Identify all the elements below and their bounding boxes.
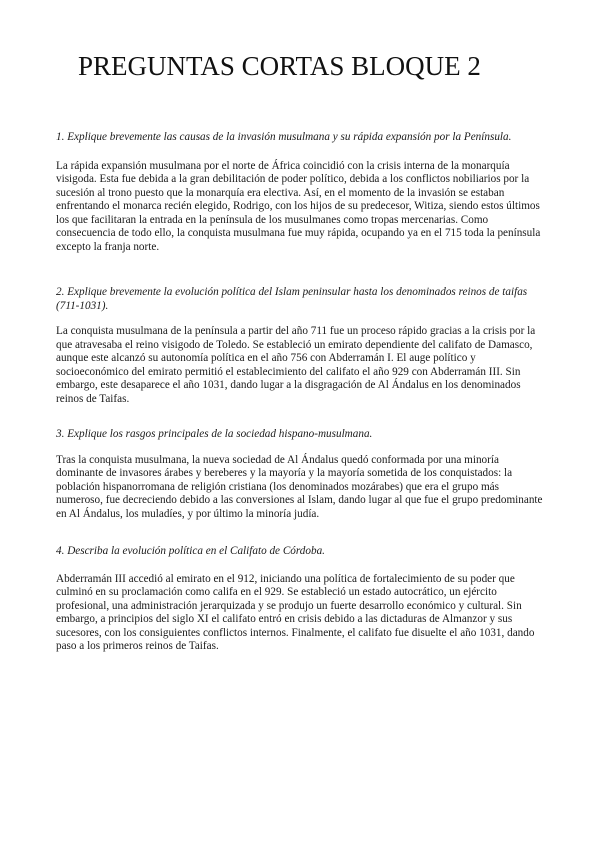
page-title: PREGUNTAS CORTAS BLOQUE 2 <box>78 51 481 81</box>
question-3-text: 3. Explique los rasgos principales de la sociedad hispano-musulmana. <box>56 428 373 440</box>
answer-4-text: Abderramán III accedió al emirato en el 912, iniciando una política de fortalecimiento de su poder que culminó en su proclamación como califa en el 929. Se estableció un estado autocrático, un ejército profesional, una administración jerarquizada y se produjo un fuerte desarrollo económico y cultural. Sin embargo, a principios del siglo XI el califato entró en crisis debido a las dictaduras de Almanzor y sus sucesores, con los consiguientes conflictos internos. Finalmente, el califato fue disuelte el año 1031, dando paso a los primeros reinos de Taifas. <box>56 572 535 652</box>
question-4-text: 4. Describa la evolución política en el Califato de Córdoba. <box>56 545 325 557</box>
answer-1-text: La rápida expansión musulmana por el norte de África coincidió con la crisis interna de la monarquía visigoda. Esta fue debida a la gran debilitación de poder político, debida a los conflictos nobiliarios por la sucesión al trono puesto que la monarquía era electiva. Así, en el momento de la invasión se estaban enfrentando el monarca recién elegido, Rodrigo, con los hijos de su predecesor, Witiza, siendo estos últimos los que facilitaran la entrada en la península de los musulmanes como tropas mercenarias. Como consecuencia de todo ello, la conquista musulmana fue muy rápida, ocupando ya en el 715 toda la península excepto la franja norte. <box>56 159 541 253</box>
question-2-text: 2. Explique brevemente la evolución política del Islam peninsular hasta los denominados reinos de taifas (711-1031). <box>56 286 528 312</box>
answer-3-text: Tras la conquista musulmana, la nueva sociedad de Al Ándalus quedó conformada por una minoría dominante de invasores árabes y bereberes y la mayoría y la mayoría sometida de los conquistados: la población hispanorromana de religión cristiana (los denominados mozárabes) que era el grupo más numeroso, fue decreciendo debido a las conversiones al Islam, dando lugar al que fue el grupo predominante en Al Ándalus, los muladíes, y por último la minoría judía. <box>56 453 543 520</box>
question-1-text: 1. Explique brevemente las causas de la invasión musulmana y su rápida expansión por la Península. <box>56 131 512 143</box>
question-section-1 <box>56 131 548 254</box>
answer-2-text: La conquista musulmana de la península a partir del año 711 fue un proceso rápido gracias a la crisis por la que atravesaba el reino visigodo de Toledo. Se estableció un emirato dependiente del califato de Damasco, aunque este alcanzó su autonomía política en el año 756 con Abderramán I. El auge político y socioeconómico del emirato permitió el establecimiento del califato el año 929 con Abderramán III. Sin embargo, este desaparece el año 1031, dando lugar a la disgragación de Al Ándalus en los denominados reinos de Taifas. <box>56 325 536 405</box>
question-section-4 <box>56 545 548 654</box>
question-section-3 <box>56 428 548 521</box>
question-section-2 <box>56 286 548 406</box>
